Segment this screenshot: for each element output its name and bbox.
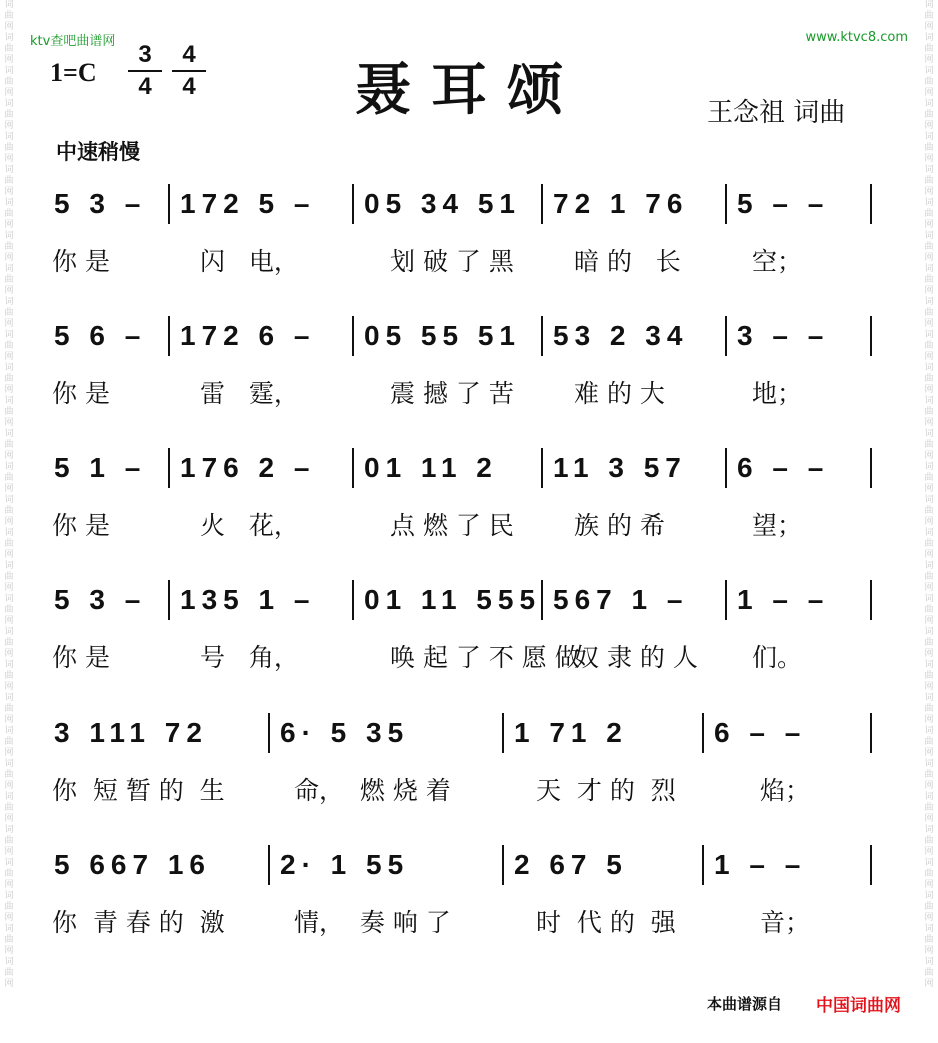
watermark-char: 网	[4, 913, 14, 923]
watermark-char: 网	[4, 616, 14, 626]
watermark-char: 曲	[924, 506, 934, 516]
lyric-line-2	[0, 374, 938, 414]
watermark-char: 曲	[4, 605, 14, 615]
watermark-char: 网	[924, 550, 934, 560]
measure-notes: 5 – –	[737, 188, 830, 219]
barline	[268, 845, 270, 885]
watermark-char: 曲	[4, 902, 14, 912]
watermark-char: 曲	[924, 836, 934, 846]
watermark-char: 网	[924, 253, 934, 263]
barline	[502, 713, 504, 753]
watermark-char: 网	[4, 154, 14, 164]
measure-notes: 5 667 16	[54, 849, 211, 880]
watermark-char: 词	[4, 726, 14, 736]
watermark-char: 词	[924, 891, 934, 901]
watermark-char: 词	[4, 330, 14, 340]
song-title: 聂耳颂	[355, 57, 583, 123]
watermark-char: 词	[924, 363, 934, 373]
watermark-char: 曲	[924, 77, 934, 87]
lyric-segment: 情， 奏 响 了	[294, 908, 451, 937]
watermark-char: 曲	[4, 407, 14, 417]
notation-system-3	[0, 442, 938, 492]
barline	[725, 580, 727, 620]
lyric-segment: 空；	[752, 247, 803, 276]
watermark-char: 词	[924, 462, 934, 472]
watermark-char: 词	[924, 627, 934, 637]
lyric-segment: 闪 电，	[200, 247, 299, 276]
watermark-char: 网	[4, 880, 14, 890]
watermark-char: 曲	[4, 176, 14, 186]
barline	[352, 184, 354, 224]
barline	[168, 184, 170, 224]
watermark-char: 词	[4, 792, 14, 802]
watermark-char: 词	[924, 957, 934, 967]
lyric-segment: 你 青 春 的 激	[52, 908, 225, 937]
watermark-char: 词	[924, 396, 934, 406]
measure-notes: 172 6 –	[180, 320, 316, 351]
watermark-char: 词	[4, 33, 14, 43]
measure-notes: 53 2 34	[553, 320, 689, 351]
barline	[352, 580, 354, 620]
barline	[352, 316, 354, 356]
watermark-char: 曲	[924, 308, 934, 318]
watermark-char: 词	[924, 132, 934, 142]
watermark-char: 曲	[4, 275, 14, 285]
notation-system-5	[0, 707, 938, 757]
barline	[725, 316, 727, 356]
watermark-char: 曲	[924, 275, 934, 285]
watermark-char: 词	[924, 561, 934, 571]
watermark-char: 词	[4, 627, 14, 637]
lyric-segment: 焰；	[760, 776, 811, 805]
measure-notes: 05 55 51	[364, 320, 521, 351]
watermark-char: 曲	[924, 374, 934, 384]
watermark-char: 词	[4, 396, 14, 406]
watermark-char: 词	[924, 660, 934, 670]
watermark-char: 网	[924, 220, 934, 230]
watermark-char: 网	[4, 682, 14, 692]
watermark-char: 网	[924, 352, 934, 362]
watermark-char: 曲	[4, 506, 14, 516]
lyric-segment: 们。	[752, 643, 803, 672]
watermark-char: 词	[4, 264, 14, 274]
watermark-char: 词	[4, 561, 14, 571]
watermark-char: 曲	[4, 704, 14, 714]
watermark-char: 词	[924, 726, 934, 736]
tempo-marking: 中速稍慢	[56, 140, 140, 164]
watermark-char: 曲	[4, 770, 14, 780]
lyric-segment: 划 破 了 黑	[390, 247, 514, 276]
watermark-char: 网	[4, 220, 14, 230]
watermark-char: 词	[4, 495, 14, 505]
watermark-char: 曲	[924, 440, 934, 450]
lyric-segment: 雷 霆，	[200, 379, 299, 408]
watermark-char: 网	[4, 748, 14, 758]
watermark-char: 词	[4, 363, 14, 373]
lyric-line-4	[0, 638, 938, 678]
measure-notes: 135 1 –	[180, 584, 316, 615]
watermark-char: 词	[4, 924, 14, 934]
watermark-char: 网	[4, 286, 14, 296]
watermark-char: 网	[924, 22, 934, 32]
lyric-line-3	[0, 506, 938, 546]
barline	[541, 184, 543, 224]
lyric-line-5	[0, 771, 938, 811]
measure-notes: 1 – –	[737, 584, 830, 615]
footer-source-label: 本曲谱源自	[707, 995, 783, 1013]
measure-notes: 5 3 –	[54, 188, 147, 219]
lyric-segment: 命， 燃 烧 着	[294, 776, 451, 805]
watermark-char: 曲	[4, 935, 14, 945]
watermark-char: 曲	[924, 869, 934, 879]
watermark-char: 词	[924, 66, 934, 76]
barline	[870, 316, 872, 356]
measure-notes: 172 5 –	[180, 188, 316, 219]
watermark-char: 网	[924, 286, 934, 296]
measure-notes: 6 – –	[737, 452, 830, 483]
watermark-char: 曲	[4, 11, 14, 21]
watermark-char: 网	[924, 484, 934, 494]
watermark-char: 曲	[4, 209, 14, 219]
barline	[702, 845, 704, 885]
watermark-char: 网	[924, 55, 934, 65]
measure-notes: 3 111 72	[54, 717, 208, 748]
watermark-char: 网	[4, 583, 14, 593]
barline	[725, 448, 727, 488]
barline	[502, 845, 504, 885]
watermark-char: 网	[4, 979, 14, 989]
watermark-char: 曲	[924, 671, 934, 681]
barline	[870, 580, 872, 620]
barline	[541, 316, 543, 356]
watermark-char: 词	[4, 132, 14, 142]
watermark-char: 曲	[924, 803, 934, 813]
lyric-segment: 你 是	[52, 643, 110, 672]
barline	[352, 448, 354, 488]
measure-notes: 2· 1 55	[280, 849, 410, 880]
lyric-segment: 号 角，	[200, 643, 299, 672]
watermark-char: 网	[4, 253, 14, 263]
lyric-segment: 你 是	[52, 247, 110, 276]
measure-notes: 3 – –	[737, 320, 830, 351]
barline	[870, 448, 872, 488]
watermark-char: 曲	[4, 242, 14, 252]
watermark-char: 曲	[924, 341, 934, 351]
watermark-char: 词	[4, 231, 14, 241]
watermark-char: 词	[4, 858, 14, 868]
lyric-segment: 火 花，	[200, 511, 299, 540]
watermark-char: 网	[4, 781, 14, 791]
watermark-char: 曲	[924, 176, 934, 186]
watermark-char: 曲	[4, 803, 14, 813]
watermark-char: 网	[4, 418, 14, 428]
notation-system-4	[0, 574, 938, 624]
watermark-char: 词	[924, 792, 934, 802]
watermark-char: 词	[4, 594, 14, 604]
measure-notes: 1 – –	[714, 849, 807, 880]
measure-notes: 2 67 5	[514, 849, 628, 880]
watermark-char: 曲	[924, 11, 934, 21]
watermark-char: 网	[924, 418, 934, 428]
watermark-char: 词	[4, 429, 14, 439]
watermark-char: 词	[4, 891, 14, 901]
watermark-char: 词	[924, 264, 934, 274]
watermark-char: 词	[924, 924, 934, 934]
site-watermark-left: ktv查吧曲谱网	[30, 34, 116, 49]
watermark-char: 曲	[924, 935, 934, 945]
watermark-char: 曲	[924, 572, 934, 582]
watermark-char: 词	[924, 330, 934, 340]
barline	[168, 448, 170, 488]
notation-system-2	[0, 310, 938, 360]
watermark-char: 网	[924, 847, 934, 857]
watermark-char: 曲	[4, 341, 14, 351]
barline	[541, 448, 543, 488]
barline	[168, 316, 170, 356]
watermark-char: 网	[924, 517, 934, 527]
watermark-char: 词	[4, 660, 14, 670]
lyric-segment: 音；	[760, 908, 811, 937]
watermark-char: 网	[4, 121, 14, 131]
watermark-char: 词	[4, 528, 14, 538]
watermark-char: 网	[924, 616, 934, 626]
watermark-char: 网	[4, 550, 14, 560]
watermark-char: 网	[924, 649, 934, 659]
watermark-char: 网	[4, 517, 14, 527]
measure-notes: 6· 5 35	[280, 717, 410, 748]
watermark-char: 词	[924, 99, 934, 109]
watermark-char: 曲	[924, 209, 934, 219]
measure-notes: 5 1 –	[54, 452, 147, 483]
watermark-char: 网	[924, 946, 934, 956]
lyric-segment: 时 代 的 强	[536, 908, 676, 937]
watermark-char: 词	[924, 429, 934, 439]
notation-system-6	[0, 839, 938, 889]
barline	[870, 713, 872, 753]
watermark-char: 曲	[4, 77, 14, 87]
watermark-char: 网	[924, 913, 934, 923]
watermark-char: 曲	[4, 836, 14, 846]
lyric-segment: 族 的 希	[574, 511, 665, 540]
watermark-char: 网	[4, 847, 14, 857]
measure-notes: 1 71 2	[514, 717, 628, 748]
watermark-char: 词	[4, 165, 14, 175]
lyric-line-6	[0, 903, 938, 943]
meter-denominator: 4	[182, 73, 196, 100]
watermark-char: 网	[924, 682, 934, 692]
watermark-char: 曲	[4, 638, 14, 648]
watermark-char: 曲	[924, 638, 934, 648]
watermark-char: 词	[924, 297, 934, 307]
watermark-char: 曲	[4, 143, 14, 153]
measure-notes: 01 11 2	[364, 452, 498, 483]
watermark-char: 网	[4, 715, 14, 725]
watermark-char: 词	[4, 99, 14, 109]
watermark-char: 网	[924, 748, 934, 758]
watermark-char: 词	[924, 693, 934, 703]
watermark-char: 网	[4, 319, 14, 329]
watermark-char: 网	[4, 451, 14, 461]
watermark-char: 词	[924, 165, 934, 175]
watermark-char: 网	[4, 352, 14, 362]
lyric-segment: 点 燃 了 民	[390, 511, 514, 540]
meter-numerator: 4	[172, 40, 206, 72]
watermark-char: 网	[4, 484, 14, 494]
key-signature: 1=C	[50, 58, 97, 87]
lyric-segment: 地；	[752, 379, 803, 408]
watermark-char: 曲	[4, 968, 14, 978]
lyric-segment: 难 的 大	[574, 379, 665, 408]
watermark-char: 词	[4, 198, 14, 208]
watermark-char: 网	[4, 88, 14, 98]
watermark-char: 词	[924, 759, 934, 769]
watermark-char: 曲	[4, 869, 14, 879]
watermark-char: 词	[4, 825, 14, 835]
measure-notes: 11 3 57	[553, 452, 687, 483]
watermark-char: 词	[924, 0, 934, 10]
watermark-char: 网	[924, 319, 934, 329]
lyric-segment: 震 撼 了 苦	[390, 379, 514, 408]
watermark-char: 网	[924, 154, 934, 164]
footer-source-brand: 中国词曲网	[816, 996, 901, 1016]
watermark-char: 曲	[4, 539, 14, 549]
watermark-char: 词	[4, 693, 14, 703]
watermark-char: 网	[924, 979, 934, 989]
watermark-char: 曲	[924, 143, 934, 153]
watermark-char: 曲	[4, 737, 14, 747]
watermark-char: 词	[924, 495, 934, 505]
watermark-char: 曲	[924, 539, 934, 549]
author-credit: 王念祖 词曲	[707, 98, 846, 128]
site-watermark-right: www.ktvc8.com	[805, 30, 908, 45]
watermark-char: 曲	[924, 44, 934, 54]
watermark-char: 词	[924, 198, 934, 208]
watermark-char: 曲	[924, 110, 934, 120]
measure-notes: 5 3 –	[54, 584, 147, 615]
watermark-char: 词	[924, 231, 934, 241]
watermark-char: 网	[4, 385, 14, 395]
barline	[541, 580, 543, 620]
watermark-char: 曲	[924, 770, 934, 780]
watermark-char: 词	[4, 0, 14, 10]
watermark-char: 曲	[4, 374, 14, 384]
measure-notes: 5 6 –	[54, 320, 147, 351]
lyric-segment: 你 短 暂 的 生	[52, 776, 225, 805]
lyric-segment: 奴 隶 的 人	[574, 643, 698, 672]
watermark-char: 曲	[924, 407, 934, 417]
watermark-char: 曲	[4, 44, 14, 54]
watermark-char: 曲	[924, 605, 934, 615]
watermark-char: 网	[4, 814, 14, 824]
meter-denominator: 4	[138, 73, 152, 100]
watermark-char: 词	[4, 66, 14, 76]
barline	[870, 184, 872, 224]
watermark-char: 网	[924, 781, 934, 791]
measure-notes: 05 34 51	[364, 188, 521, 219]
barline	[725, 184, 727, 224]
watermark-char: 曲	[924, 902, 934, 912]
watermark-char: 网	[4, 55, 14, 65]
barline	[168, 580, 170, 620]
watermark-char: 词	[4, 297, 14, 307]
watermark-char: 网	[924, 121, 934, 131]
notation-system-1	[0, 178, 938, 228]
watermark-char: 词	[924, 594, 934, 604]
lyric-segment: 暗 的 长	[574, 247, 681, 276]
watermark-char: 曲	[4, 572, 14, 582]
measure-notes: 6 – –	[714, 717, 807, 748]
watermark-char: 词	[924, 858, 934, 868]
watermark-char: 网	[924, 385, 934, 395]
watermark-char: 曲	[4, 110, 14, 120]
watermark-char: 网	[4, 187, 14, 197]
watermark-char: 词	[4, 957, 14, 967]
watermark-char: 词	[924, 825, 934, 835]
barline	[702, 713, 704, 753]
watermark-char: 网	[924, 451, 934, 461]
lyric-segment: 你 是	[52, 511, 110, 540]
watermark-char: 网	[4, 649, 14, 659]
watermark-char: 网	[924, 583, 934, 593]
watermark-char: 曲	[4, 308, 14, 318]
watermark-char: 曲	[924, 704, 934, 714]
lyric-segment: 唤 起 了 不 愿 做	[390, 643, 580, 672]
measure-notes: 567 1 –	[553, 584, 689, 615]
watermark-char: 网	[924, 880, 934, 890]
watermark-char: 词	[924, 33, 934, 43]
watermark-char: 曲	[4, 440, 14, 450]
watermark-char: 词	[4, 759, 14, 769]
watermark-char: 词	[924, 528, 934, 538]
lyric-segment: 你 是	[52, 379, 110, 408]
watermark-char: 网	[924, 715, 934, 725]
watermark-char: 网	[924, 88, 934, 98]
lyric-line-1	[0, 242, 938, 282]
watermark-char: 曲	[924, 242, 934, 252]
watermark-char: 网	[4, 22, 14, 32]
watermark-char: 曲	[4, 473, 14, 483]
watermark-char: 曲	[4, 671, 14, 681]
lyric-segment: 天 才 的 烈	[536, 776, 676, 805]
lyric-segment: 望；	[752, 511, 803, 540]
measure-notes: 01 11 555	[364, 584, 542, 615]
watermark-char: 词	[4, 462, 14, 472]
measure-notes: 72 1 76	[553, 188, 689, 219]
watermark-char: 网	[924, 187, 934, 197]
barline	[870, 845, 872, 885]
watermark-char: 曲	[924, 737, 934, 747]
meter-numerator: 3	[128, 40, 162, 72]
measure-notes: 176 2 –	[180, 452, 316, 483]
watermark-char: 曲	[924, 968, 934, 978]
watermark-char: 网	[924, 814, 934, 824]
watermark-char: 网	[4, 946, 14, 956]
watermark-char: 曲	[924, 473, 934, 483]
barline	[268, 713, 270, 753]
